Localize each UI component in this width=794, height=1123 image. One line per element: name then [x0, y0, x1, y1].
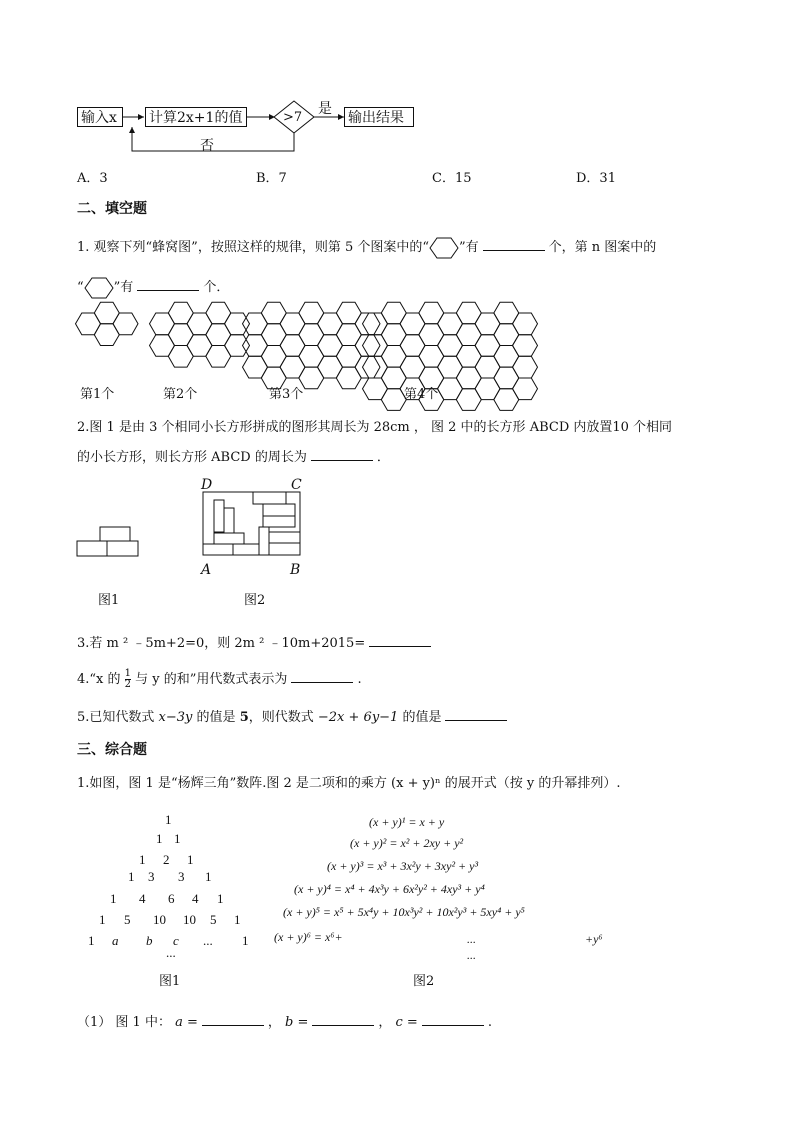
honeycomb-cell — [381, 324, 406, 346]
tri-r3-1: 3 — [148, 869, 155, 884]
honeycomb-caption-4: 第4个 — [404, 387, 439, 402]
honeycomb-cell — [355, 313, 380, 335]
honeycomb-cell — [381, 389, 406, 411]
honeycomb-cell — [419, 302, 444, 324]
eq-3: (x + y)³ = x³ + 3x²y + 3xy² + y³ — [327, 859, 479, 873]
honeycomb-cell — [299, 346, 324, 368]
honeycomb-cell — [475, 313, 500, 335]
honeycomb-cell — [280, 356, 305, 378]
label-B: B — [290, 562, 301, 578]
honeycomb-cell — [475, 378, 500, 400]
q6-sub1-b-label: b = — [285, 1015, 309, 1030]
q6-fig1-caption: 图1 — [159, 974, 181, 989]
option-b: B．7 — [256, 171, 287, 186]
q2-line2-text: 的小长方形，则长方形 ABCD 的周长为 — [77, 450, 307, 465]
honeycomb-cell — [243, 313, 268, 335]
honeycomb-cell — [419, 346, 444, 368]
honeycomb-cell — [513, 378, 538, 400]
honeycomb-cell — [400, 313, 425, 335]
honeycomb-cell — [206, 302, 231, 324]
q4-blank[interactable] — [291, 670, 353, 683]
eq-5: (x + y)⁵ = x⁵ + 5x⁴y + 10x³y² + 10x²y³ + 5xy⁴ + y⁵ — [283, 905, 525, 919]
section3-title: 三、综合题 — [77, 742, 147, 758]
q6-sub1-c-label: c = — [395, 1015, 418, 1030]
tri-r6-c: c — [173, 933, 179, 948]
q5-text-c: ，则代数式 — [248, 710, 314, 725]
honeycomb-cell — [168, 324, 193, 346]
tri-r2-0: 1 — [139, 852, 146, 867]
q3-line — [77, 632, 435, 651]
eq-1: (x + y)¹ = x + y — [369, 815, 445, 829]
q1-text-d: “ — [77, 280, 84, 295]
hexagon-icon — [429, 237, 459, 259]
honeycomb-cell — [150, 313, 175, 335]
honeycomb-cell — [225, 335, 250, 357]
q1-text-e: ”有 — [113, 280, 134, 295]
q6-blank-c[interactable] — [422, 1013, 484, 1026]
tri-r1-0: 1 — [156, 831, 163, 846]
honeycomb-cell — [318, 335, 343, 357]
honeycomb-caption-1: 第1个 — [80, 387, 115, 402]
tri-r5-2: 10 — [153, 912, 166, 927]
label-A: A — [201, 562, 212, 578]
honeycomb-cell — [381, 367, 406, 389]
q1-text-a: 1. 观察下列“蜂窝图”，按照这样的规律，则第 5 个图案中的“ — [77, 240, 430, 255]
q4-frac-num: 1 — [124, 668, 132, 679]
q5-text-d: 的值是 — [402, 710, 442, 725]
tri-r6-a: a — [112, 933, 119, 948]
honeycomb-cell — [363, 335, 388, 357]
honeycomb-cell — [187, 335, 212, 357]
eq-6-right: +y⁶ — [585, 932, 603, 946]
honeycomb-cell — [318, 356, 343, 378]
q1-text-b: ”有 — [459, 240, 479, 255]
tri-r5-1: 5 — [124, 912, 131, 927]
q5-text-b: 的值是 — [196, 710, 236, 725]
condition-label: >7 — [283, 110, 303, 125]
honeycomb-cell — [456, 302, 481, 324]
tri-r3-2: 3 — [178, 869, 185, 884]
q1-text-c: 个，第 n 图案中的 — [548, 240, 657, 255]
honeycomb-cell — [168, 302, 193, 324]
q6-text: 1.如图，图 1 是“杨辉三角”数阵.图 2 是二项和的乘方 (x + y)ⁿ 的展开式（按 y 的升幂排列）. — [77, 776, 621, 791]
honeycomb-cell — [94, 324, 119, 346]
honeycomb-cell — [168, 346, 193, 368]
honeycomb-cell — [280, 313, 305, 335]
honeycomb-cell — [513, 313, 538, 335]
honeycomb-cell — [456, 389, 481, 411]
honeycomb-cell — [318, 313, 343, 335]
honeycomb-cell — [261, 324, 286, 346]
tri-r3-0: 1 — [128, 869, 135, 884]
q5-line — [77, 706, 511, 725]
option-a: A．3 — [77, 171, 108, 186]
honeycomb-cell — [261, 346, 286, 368]
honeycomb-caption-3: 第3个 — [269, 387, 304, 402]
honeycomb-cell — [400, 356, 425, 378]
q6-blank-a[interactable] — [202, 1013, 264, 1026]
q1-blank-2[interactable] — [137, 278, 199, 291]
flowchart-lines — [0, 0, 794, 160]
q4-fraction — [125, 669, 131, 690]
eq-more-dots: ... — [467, 948, 476, 962]
q2-line2 — [77, 446, 390, 465]
honeycomb-cell — [355, 356, 380, 378]
honeycomb-figures — [0, 300, 794, 390]
q4-text-b: 与 y 的和”用代数式表示为 — [135, 672, 288, 687]
output-box: 输出结果 — [344, 107, 414, 127]
q2-fig2-caption: 图2 — [244, 593, 266, 608]
tri-r4-0: 1 — [110, 891, 117, 906]
no-label: 否 — [200, 138, 214, 154]
input-box: 输入x — [77, 107, 123, 127]
label-C: C — [291, 477, 302, 493]
honeycomb-cell — [438, 313, 463, 335]
q1-blank-1[interactable] — [483, 238, 545, 251]
q4-frac-den: 2 — [124, 679, 132, 690]
honeycomb-cell — [299, 302, 324, 324]
honeycomb-cell — [456, 324, 481, 346]
honeycomb-cell — [456, 367, 481, 389]
q5-val: 5 — [239, 710, 249, 725]
honeycomb-cell — [206, 324, 231, 346]
q6-sub1-a-label: a = — [175, 1015, 198, 1030]
honeycomb-cell — [76, 313, 101, 335]
tri-r5-5: 1 — [234, 912, 241, 927]
honeycomb-cell — [419, 324, 444, 346]
honeycomb-cell — [94, 302, 119, 324]
honeycomb-cell — [225, 313, 250, 335]
q2-line1: 2.图 1 是由 3 个相同小长方形拼成的图形其周长为 28cm ， 图 2 中的长方形 ABCD 内放置10 个相同 — [77, 420, 673, 435]
honeycomb-cell — [336, 346, 361, 368]
honeycomb-cell — [494, 302, 519, 324]
honeycomb-cell — [261, 302, 286, 324]
tri-r4-2: 6 — [168, 891, 175, 906]
q3-blank[interactable] — [369, 634, 431, 647]
honeycomb-cell — [475, 356, 500, 378]
honeycomb-cell — [243, 356, 268, 378]
honeycomb-cell — [150, 335, 175, 357]
q6-blank-b[interactable] — [312, 1013, 374, 1026]
q2-line2-end: ． — [376, 450, 390, 465]
honeycomb-cell — [363, 356, 388, 378]
tri-r6-dots: ... — [203, 933, 213, 948]
honeycomb-cell — [513, 356, 538, 378]
honeycomb-cell — [336, 302, 361, 324]
honeycomb-cell — [381, 302, 406, 324]
honeycomb-cell — [280, 335, 305, 357]
tri-more-dots: ... — [166, 945, 176, 960]
q1-text-f: 个． — [203, 280, 230, 295]
honeycomb-cell — [206, 346, 231, 368]
tri-r5-3: 10 — [183, 912, 196, 927]
q4-text-a: 4.“x 的 — [77, 672, 121, 687]
tri-r3-3: 1 — [205, 869, 212, 884]
eq-6-left: (x + y)⁶ = x⁶+ — [274, 930, 343, 944]
tri-r6-0: 1 — [88, 933, 95, 948]
q1-line1 — [77, 236, 656, 259]
honeycomb-cell — [456, 346, 481, 368]
q3-text: 3.若 m ² ﹣5m+2=0，则 2m ² ﹣10m+2015= — [77, 636, 366, 651]
tri-r5-0: 1 — [99, 912, 106, 927]
honeycomb-cell — [363, 313, 388, 335]
q4-text-end: . — [357, 672, 362, 687]
q5-text-a: 5.已知代数式 — [77, 710, 155, 725]
honeycomb-cell — [438, 335, 463, 357]
option-c: C．15 — [432, 171, 472, 186]
tri-r4-1: 4 — [139, 891, 146, 906]
honeycomb-cell — [494, 367, 519, 389]
tri-r6-b: b — [146, 933, 153, 948]
honeycomb-cell — [299, 324, 324, 346]
honeycomb-cell — [336, 367, 361, 389]
tri-r2-2: 1 — [187, 852, 194, 867]
tri-r5-4: 5 — [210, 912, 217, 927]
honeycomb-cell — [336, 324, 361, 346]
honeycomb-cell — [243, 335, 268, 357]
honeycomb-cell — [494, 346, 519, 368]
honeycomb-cell — [494, 324, 519, 346]
tri-r6-5: 1 — [242, 933, 249, 948]
q5-expr2: −2x + 6y−1 — [317, 710, 399, 725]
honeycomb-cell — [475, 335, 500, 357]
q2-blank[interactable] — [311, 448, 373, 461]
q6-sub1-prefix: （1） 图 1 中： — [77, 1015, 171, 1030]
tri-r4-3: 4 — [192, 891, 199, 906]
q6-sub1: （1） 图 1 中： a = ， b = ， c = . — [77, 1015, 492, 1030]
option-d: D．31 — [576, 171, 616, 186]
honeycomb-cell — [494, 389, 519, 411]
tri-r2-1: 2 — [163, 852, 170, 867]
hexagon-icon — [84, 277, 114, 299]
label-D: D — [201, 477, 213, 493]
q5-expr1: x−3y — [158, 710, 193, 725]
eq-4: (x + y)⁴ = x⁴ + 4x³y + 6x²y² + 4xy³ + y⁴ — [294, 882, 485, 896]
honeycomb-cell — [513, 335, 538, 357]
q4-line — [77, 668, 362, 690]
tri-r1-1: 1 — [174, 831, 181, 846]
honeycomb-cell — [438, 356, 463, 378]
eq-2: (x + y)² = x² + 2xy + y² — [350, 836, 464, 850]
honeycomb-cell — [400, 335, 425, 357]
honeycomb-cell — [355, 335, 380, 357]
tri-r0-0: 1 — [165, 812, 172, 827]
honeycomb-cell — [363, 378, 388, 400]
honeycomb-cell — [438, 378, 463, 400]
q5-blank[interactable] — [445, 708, 507, 721]
compute-box: 计算2x+1的值 — [145, 107, 247, 127]
yes-label: 是 — [318, 101, 332, 117]
honeycomb-cell — [381, 346, 406, 368]
honeycomb-cell — [187, 313, 212, 335]
q2-fig1-caption: 图1 — [98, 593, 120, 608]
section2-title: 二、填空题 — [77, 201, 147, 217]
q1-line2 — [77, 276, 229, 299]
eq-6-dots: ... — [467, 932, 476, 946]
q6-fig2-caption: 图2 — [413, 974, 435, 989]
q2-figures — [0, 470, 794, 570]
honeycomb-caption-2: 第2个 — [163, 387, 198, 402]
honeycomb-cell — [113, 313, 138, 335]
tri-r4-4: 1 — [217, 891, 224, 906]
